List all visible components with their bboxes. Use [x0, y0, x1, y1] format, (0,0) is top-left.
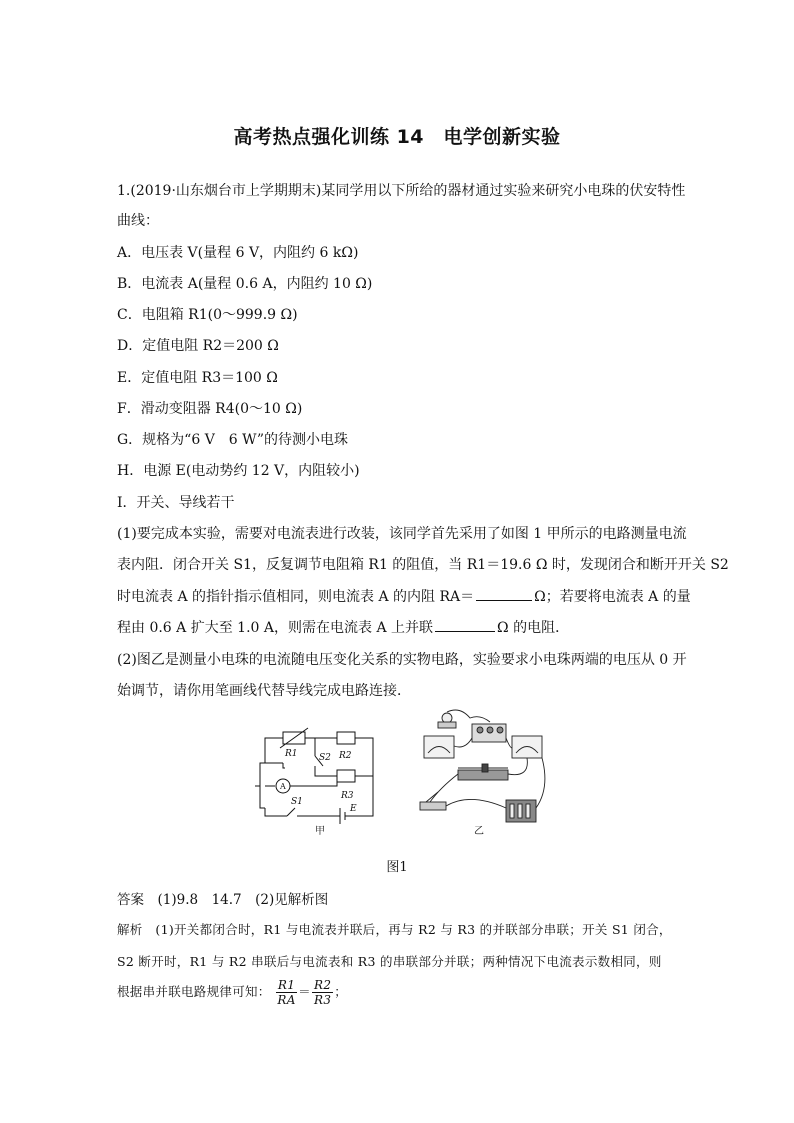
label-emf: E [350, 804, 357, 814]
option-h: H．电源 E(电动势约 12 V，内阻较小) [117, 463, 360, 479]
label-s2: S2 [319, 753, 331, 763]
equals-sign: ＝ [298, 984, 311, 999]
caption-jia: 甲 [315, 826, 325, 836]
part1-line4-text-b: Ω 的电阻． [497, 620, 570, 636]
option-c: C．电阻箱 R1(0～999.9 Ω) [117, 307, 298, 323]
apparatus-illustration-yi [410, 708, 560, 840]
part1-line3-text-a: 时电流表 A 的指针指示值相同，则电流表 A 的内阻 RA＝ [117, 589, 475, 605]
question-intro-line1: 1.(2019·山东烟台市上学期期末)某同学用以下所给的器材通过实验来研究小电珠的伏安特性 [117, 183, 686, 199]
answer-blank-ra[interactable] [476, 588, 532, 601]
label-r1: R1 [285, 749, 298, 759]
analysis-line1: 解析 (1)开关都闭合时，R1 与电流表并联后，再与 R2 与 R3 的并联部分串联；开关 S1 闭合， [117, 922, 672, 937]
option-b: B．电流表 A(量程 0.6 A，内阻约 10 Ω) [117, 276, 373, 292]
part1-line2: 表内阻．闭合开关 S1，反复调节电阻箱 R1 的阻值，当 R1＝19.6 Ω 时，发现闭合和断开开关 S2 [117, 557, 729, 573]
part1-line3 [117, 586, 691, 606]
caption-yi: 乙 [474, 826, 484, 837]
option-f: F．滑动变阻器 R4(0～10 Ω) [117, 401, 303, 417]
figure-caption: 图1 [386, 860, 408, 875]
analysis-line3-prefix: 根据串并联电路规律可知： [117, 984, 271, 999]
part1-line3-text-b: Ω；若要将电流表 A 的量 [534, 589, 691, 605]
fraction-r1-ra-denominator: RA [277, 993, 296, 1007]
option-d: D．定值电阻 R2＝200 Ω [117, 338, 279, 354]
label-s1: S1 [291, 797, 303, 807]
fraction-r2-r3-numerator: R2 [313, 978, 332, 992]
fraction-r1-ra-numerator: R1 [277, 978, 296, 992]
analysis-line2: S2 断开时，R1 与 R2 串联后与电流表和 R3 的串联部分并联；两种情况下电流表示数相同，则 [117, 954, 662, 969]
part2-line1: (2)图乙是测量小电珠的电流随电压变化关系的实物电路，实验要求小电珠两端的电压从 0 开 [117, 652, 687, 668]
circuit-diagram-jia [255, 718, 385, 836]
fraction-r2-r3-denominator: R3 [313, 993, 332, 1007]
label-r2: R2 [339, 751, 352, 761]
answer-blank-shunt[interactable] [435, 619, 495, 632]
analysis-line3-suffix: ； [334, 984, 348, 999]
label-ammeter: A [280, 782, 286, 791]
part1-line4-text-a: 程由 0.6 A 扩大至 1.0 A，则需在电流表 A 上并联 [117, 620, 434, 636]
part2-line2: 始调节，请你用笔画线代替导线完成电路连接． [117, 683, 411, 699]
part1-line4 [117, 617, 569, 637]
option-e: E．定值电阻 R3＝100 Ω [117, 370, 278, 386]
option-i: I．开关、导线若干 [117, 495, 235, 511]
page-title: 高考热点强化训练 14 电学创新实验 [233, 126, 561, 148]
fraction-r2-r3 [312, 978, 333, 1007]
analysis-line3 [117, 978, 347, 1007]
part1-line1: (1)要完成本实验，需要对电流表进行改装，该同学首先采用了如图 1 甲所示的电路测量电流 [117, 526, 687, 542]
option-a: A．电压表 V(量程 6 V，内阻约 6 kΩ) [117, 245, 359, 261]
question-intro-line2: 曲线： [117, 213, 159, 229]
answer-line: 答案 (1)9.8 14.7 (2)见解析图 [117, 892, 329, 908]
label-r3: R3 [341, 791, 354, 801]
option-g: G．规格为“6 V 6 W”的待测小电珠 [117, 432, 348, 448]
fraction-r1-ra [276, 978, 297, 1007]
